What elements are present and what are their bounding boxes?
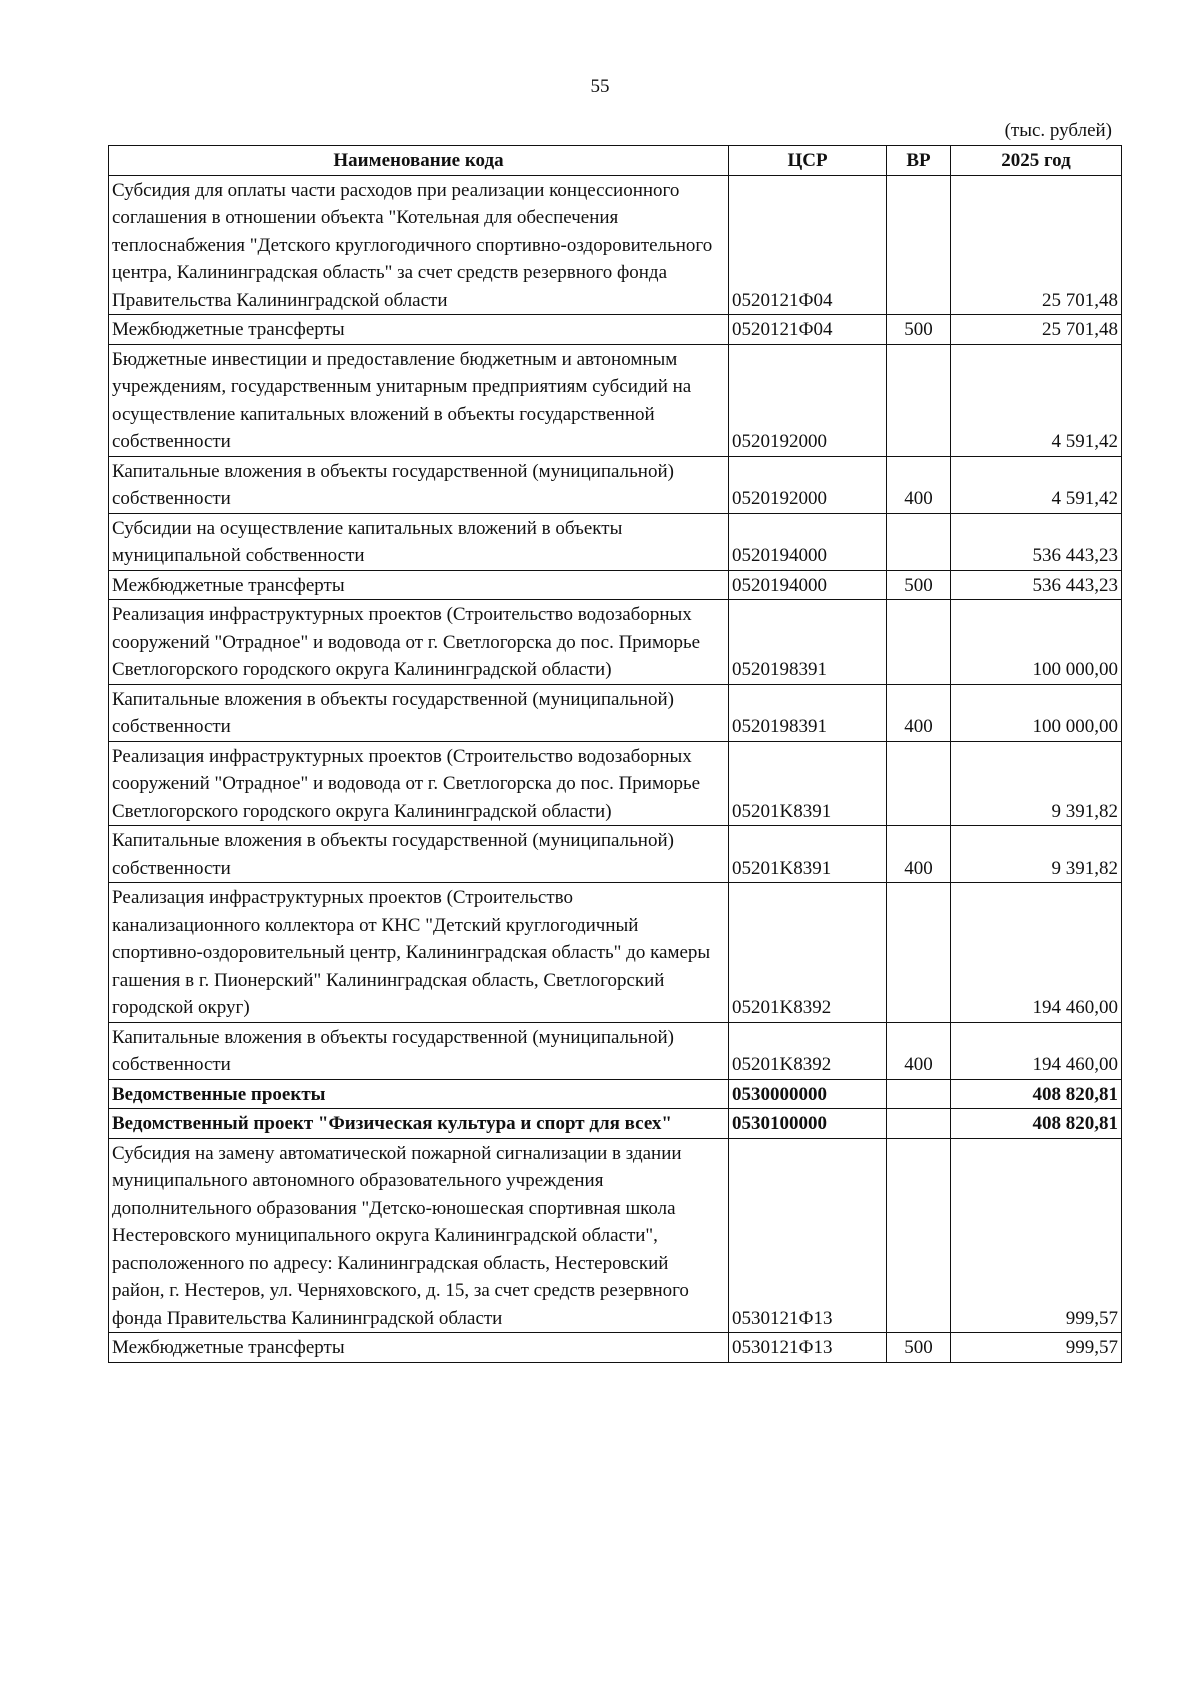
cell-name: Капитальные вложения в объекты государственной (муниципальной) собственности <box>109 684 729 741</box>
cell-amount: 536 443,23 <box>951 570 1122 600</box>
cell-vr: 500 <box>887 315 951 345</box>
table-row <box>109 175 1122 315</box>
cell-name: Субсидия на замену автоматической пожарной сигнализации в здании муниципального автономного образовательного учреждения дополнительного образования "Детско-юношеская спортивная школа Нестеровского муниципального округа Калининградской области", расположенного по адресу: Калининградская область, Нестеровский район, г. Нестеров, ул. Черняховского, д. 15, за счет средств резервного фонда Правительства Калининградской области <box>109 1138 729 1333</box>
cell-amount: 408 820,81 <box>951 1079 1122 1109</box>
cell-amount: 25 701,48 <box>951 315 1122 345</box>
cell-name: Межбюджетные трансферты <box>109 570 729 600</box>
table-row <box>109 570 1122 600</box>
table-row <box>109 456 1122 513</box>
cell-csr: 0530121Ф13 <box>729 1138 887 1333</box>
cell-amount: 100 000,00 <box>951 684 1122 741</box>
table-row <box>109 1138 1122 1333</box>
cell-csr: 0530000000 <box>729 1079 887 1109</box>
cell-amount: 536 443,23 <box>951 513 1122 570</box>
cell-vr: 400 <box>887 1022 951 1079</box>
table-row <box>109 600 1122 685</box>
cell-name: Межбюджетные трансферты <box>109 315 729 345</box>
table-header-row <box>109 146 1122 176</box>
cell-name: Капитальные вложения в объекты государственной (муниципальной) собственности <box>109 1022 729 1079</box>
cell-vr <box>887 175 951 315</box>
cell-csr: 05201K8391 <box>729 826 887 883</box>
cell-vr <box>887 513 951 570</box>
units-label: (тыс. рублей) <box>1004 120 1112 141</box>
table-row <box>109 513 1122 570</box>
cell-csr: 0520192000 <box>729 344 887 456</box>
cell-csr: 05201K8391 <box>729 741 887 826</box>
cell-csr: 0520194000 <box>729 570 887 600</box>
cell-csr: 0520198391 <box>729 600 887 685</box>
cell-vr <box>887 1138 951 1333</box>
cell-name: Ведомственные проекты <box>109 1079 729 1109</box>
header-csr: ЦСР <box>729 146 887 176</box>
cell-amount: 4 591,42 <box>951 344 1122 456</box>
cell-csr: 0520192000 <box>729 456 887 513</box>
cell-name: Субсидии на осуществление капитальных вложений в объекты муниципальной собственности <box>109 513 729 570</box>
cell-vr: 400 <box>887 456 951 513</box>
cell-amount: 999,57 <box>951 1333 1122 1363</box>
cell-amount: 100 000,00 <box>951 600 1122 685</box>
table-row <box>109 1109 1122 1139</box>
cell-vr: 500 <box>887 570 951 600</box>
table-body <box>109 175 1122 1362</box>
cell-name: Реализация инфраструктурных проектов (Строительство водозаборных сооружений "Отрадное" и водовода от г. Светлогорска до пос. Приморье Светлогорского городского округа Калининградской области) <box>109 600 729 685</box>
header-amount: 2025 год <box>951 146 1122 176</box>
table-row <box>109 741 1122 826</box>
cell-name: Субсидия для оплаты части расходов при реализации концессионного соглашения в отношении объекта "Котельная для обеспечения теплоснабжения "Детского круглогодичного спортивно-оздоровительного центра, Калининградская область" за счет средств резервного фонда Правительства Калининградской области <box>109 175 729 315</box>
cell-vr <box>887 1079 951 1109</box>
cell-csr: 0520194000 <box>729 513 887 570</box>
table-row <box>109 1333 1122 1363</box>
table-row <box>109 826 1122 883</box>
header-vr: ВР <box>887 146 951 176</box>
table-row <box>109 1022 1122 1079</box>
cell-name: Межбюджетные трансферты <box>109 1333 729 1363</box>
cell-vr <box>887 883 951 1023</box>
cell-amount: 999,57 <box>951 1138 1122 1333</box>
cell-vr <box>887 600 951 685</box>
header-name: Наименование кода <box>109 146 729 176</box>
budget-table <box>108 145 1122 1363</box>
cell-amount: 408 820,81 <box>951 1109 1122 1139</box>
cell-csr: 0530100000 <box>729 1109 887 1139</box>
cell-name: Капитальные вложения в объекты государственной (муниципальной) собственности <box>109 826 729 883</box>
cell-name: Бюджетные инвестиции и предоставление бюджетным и автономным учреждениям, государственным унитарным предприятиям субсидий на осуществление капитальных вложений в объекты государственной собственности <box>109 344 729 456</box>
cell-name: Реализация инфраструктурных проектов (Строительство водозаборных сооружений "Отрадное" и водовода от г. Светлогорска до пос. Приморье Светлогорского городского округа Калининградской области) <box>109 741 729 826</box>
cell-name: Капитальные вложения в объекты государственной (муниципальной) собственности <box>109 456 729 513</box>
table-row <box>109 344 1122 456</box>
cell-vr: 400 <box>887 684 951 741</box>
cell-vr <box>887 1109 951 1139</box>
cell-csr: 0530121Ф13 <box>729 1333 887 1363</box>
cell-amount: 194 460,00 <box>951 883 1122 1023</box>
cell-amount: 4 591,42 <box>951 456 1122 513</box>
cell-csr: 05201K8392 <box>729 883 887 1023</box>
cell-csr: 0520121Ф04 <box>729 175 887 315</box>
cell-vr <box>887 741 951 826</box>
cell-amount: 25 701,48 <box>951 175 1122 315</box>
cell-csr: 05201K8392 <box>729 1022 887 1079</box>
cell-name: Реализация инфраструктурных проектов (Строительство канализационного коллектора от КНС "Детский круглогодичный спортивно-оздоровительный центр, Калининградская область" до камеры гашения в г. Пионерский" Калининградская область, Светлогорский городской округ) <box>109 883 729 1023</box>
table-row <box>109 684 1122 741</box>
cell-amount: 9 391,82 <box>951 741 1122 826</box>
cell-amount: 9 391,82 <box>951 826 1122 883</box>
table-row <box>109 1079 1122 1109</box>
cell-vr <box>887 344 951 456</box>
cell-csr: 0520198391 <box>729 684 887 741</box>
cell-csr: 0520121Ф04 <box>729 315 887 345</box>
cell-amount: 194 460,00 <box>951 1022 1122 1079</box>
cell-vr: 500 <box>887 1333 951 1363</box>
cell-vr: 400 <box>887 826 951 883</box>
table-row <box>109 883 1122 1023</box>
table-row <box>109 315 1122 345</box>
page-number: 55 <box>590 76 610 97</box>
cell-name: Ведомственный проект "Физическая культура и спорт для всех" <box>109 1109 729 1139</box>
